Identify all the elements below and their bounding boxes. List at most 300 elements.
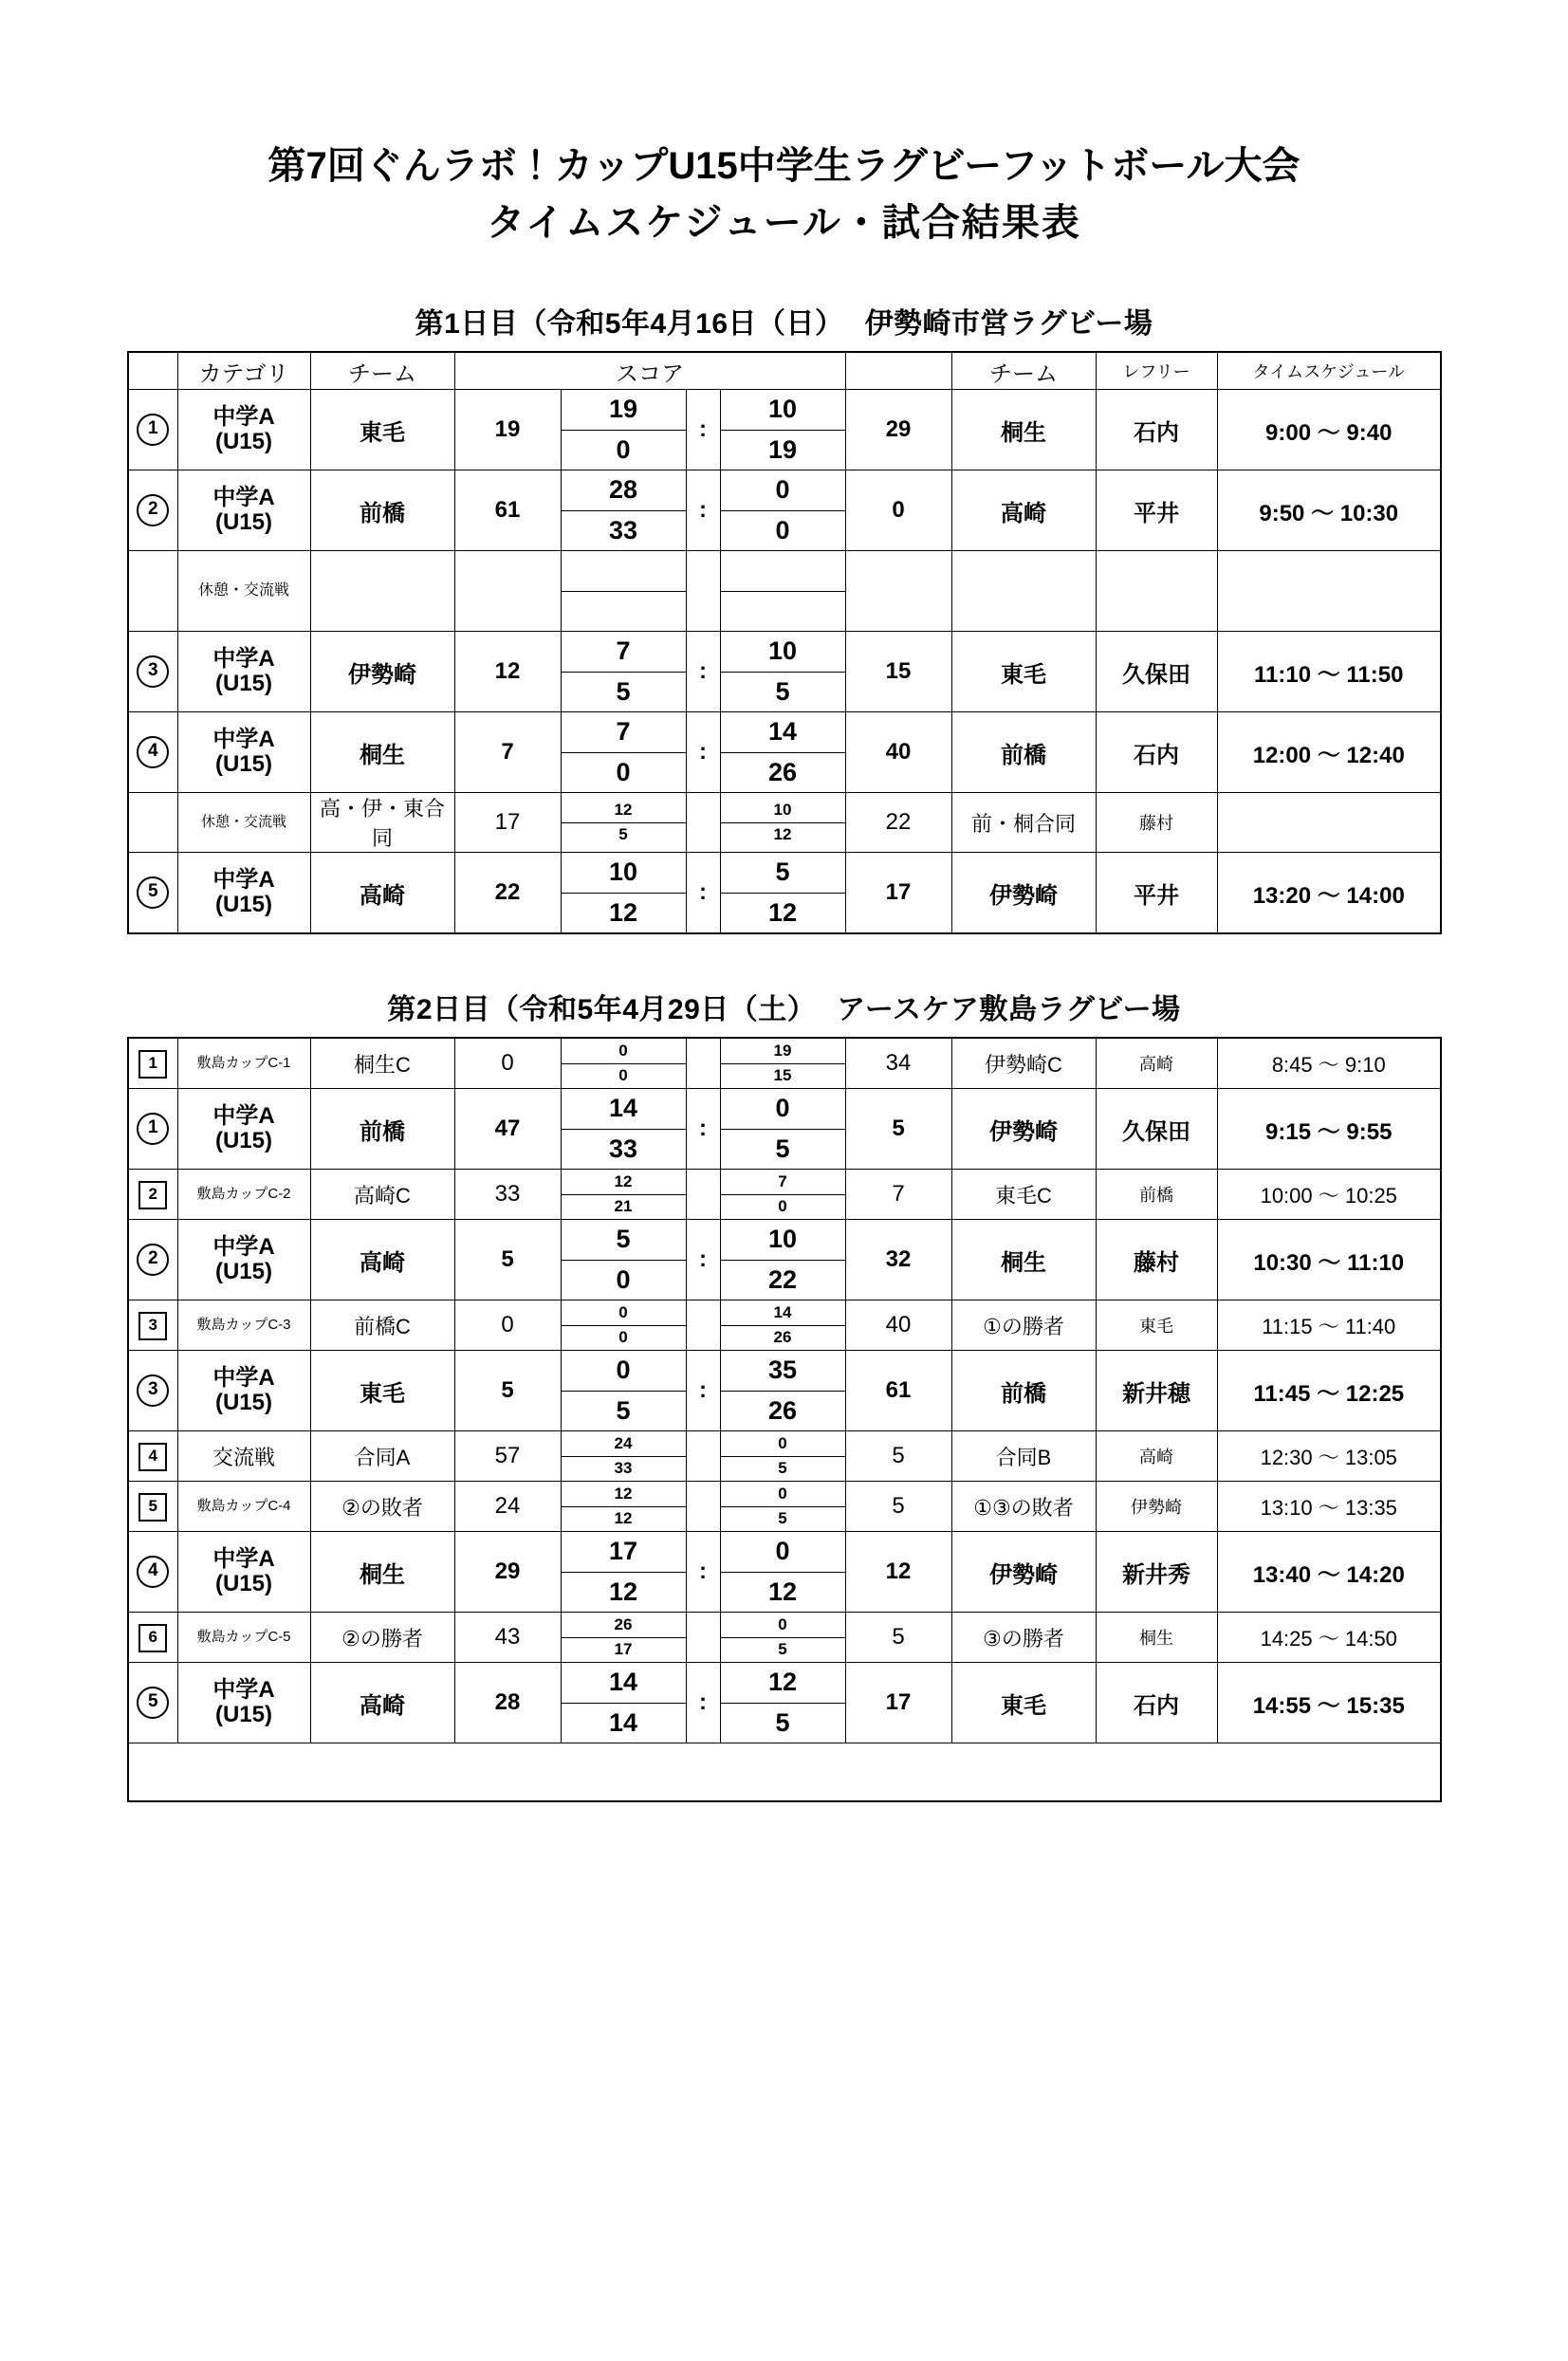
score-second-half: [721, 592, 845, 632]
score-halves: [561, 1089, 686, 1170]
category-cell: 中学A (U15): [177, 1532, 310, 1613]
score-second-half: 5: [775, 1707, 790, 1737]
match-number-cell: [128, 1220, 177, 1300]
score-halves: [561, 853, 686, 934]
team-left: 東毛: [310, 1351, 454, 1431]
category-cell: 交流戦: [177, 1431, 310, 1482]
score-second-half: 33: [614, 1459, 633, 1478]
score-separator: [686, 1300, 720, 1351]
col-category: カテゴリ: [177, 352, 310, 390]
time-slot: 13:20 ～ 14:00: [1217, 853, 1441, 934]
team-right: 伊勢崎C: [951, 1038, 1096, 1089]
score-first-half: 35: [721, 1351, 845, 1392]
score-second-half: 33: [608, 1134, 638, 1163]
score-halves: [720, 390, 845, 470]
match-number-cell: [128, 1089, 177, 1170]
time-slot: 10:00 ～ 10:25: [1217, 1170, 1441, 1220]
day1-schedule-table: [127, 351, 1442, 934]
score-first-half: 26: [562, 1613, 686, 1638]
time-slot: 11:15 ～ 11:40: [1217, 1300, 1441, 1351]
category-cell: 休憩・交流戦: [177, 551, 310, 632]
total-right: 7: [845, 1170, 951, 1220]
score-halves: [720, 1351, 845, 1431]
score-first-half: 19: [721, 1039, 845, 1064]
category-cell: 休憩・交流戦: [177, 793, 310, 853]
total-left: 19: [454, 390, 561, 470]
day1-heading: [0, 300, 1568, 341]
score-first-half: 0: [562, 1300, 686, 1326]
score-separator: :: [686, 1663, 720, 1743]
total-left: 12: [454, 632, 561, 712]
time-slot: 9:15 ～ 9:55: [1217, 1089, 1441, 1170]
score-first-half: 7: [721, 1170, 845, 1195]
team-left: 高崎: [310, 853, 454, 934]
score-separator: [686, 551, 720, 632]
score-halves: [561, 1663, 686, 1743]
total-right: 32: [845, 1220, 951, 1300]
score-first-half: 10: [721, 798, 845, 823]
match-number: 3: [138, 1312, 167, 1340]
total-right: 12: [845, 1532, 951, 1613]
match-number-cell: [128, 1300, 177, 1351]
score-halves: [561, 712, 686, 793]
score-separator: :: [686, 632, 720, 712]
score-first-half: 10: [721, 632, 845, 673]
total-right: 5: [845, 1431, 951, 1482]
team-right: 前橋: [951, 712, 1096, 793]
total-right: 5: [845, 1613, 951, 1663]
referee: 新井穂: [1096, 1351, 1217, 1431]
total-right: 40: [845, 1300, 951, 1351]
team-left: 桐生C: [310, 1038, 454, 1089]
score-first-half: 14: [721, 1300, 845, 1326]
score-separator: :: [686, 390, 720, 470]
total-left: 7: [454, 712, 561, 793]
col-total-right: [845, 352, 951, 390]
score-second-half: 12: [767, 1577, 798, 1606]
match-number: 2: [137, 1244, 169, 1276]
score-halves: [561, 470, 686, 551]
match-number: 5: [138, 1493, 167, 1522]
total-left: 22: [454, 853, 561, 934]
referee: 藤村: [1096, 1220, 1217, 1300]
score-separator: :: [686, 470, 720, 551]
col-team-right: チーム: [951, 352, 1096, 390]
score-first-half: 28: [562, 470, 686, 511]
score-halves: [720, 853, 845, 934]
team-right: 前・桐合同: [951, 793, 1096, 853]
total-left: 57: [454, 1431, 561, 1482]
score-halves: [720, 551, 845, 632]
score-second-half: 0: [616, 434, 631, 464]
total-left: 17: [454, 793, 561, 853]
team-left: [310, 551, 454, 632]
score-first-half: 17: [562, 1532, 686, 1573]
score-first-half: 5: [721, 853, 845, 894]
score-first-half: 0: [721, 1089, 845, 1130]
time-slot: 12:30 ～ 13:05: [1217, 1431, 1441, 1482]
total-left: 0: [454, 1038, 561, 1089]
match-row: [128, 1351, 1441, 1431]
match-number: 4: [137, 736, 169, 768]
time-slot: [1217, 551, 1441, 632]
score-second-half: 5: [616, 1395, 631, 1425]
total-left: 5: [454, 1220, 561, 1300]
team-right: ①③の敗者: [951, 1482, 1096, 1532]
referee: 桐生: [1096, 1613, 1217, 1663]
day2-table-wrap: [127, 1037, 1441, 1802]
score-first-half: 0: [721, 470, 845, 511]
total-left: 33: [454, 1170, 561, 1220]
time-slot: 8:45 ～ 9:10: [1217, 1038, 1441, 1089]
match-number: 1: [137, 414, 169, 446]
category-cell: 敷島カップC-3: [177, 1300, 310, 1351]
match-number: 4: [137, 1556, 169, 1588]
referee: 高崎: [1096, 1431, 1217, 1482]
score-first-half: 14: [562, 1663, 686, 1704]
total-left: [454, 551, 561, 632]
team-right: 伊勢崎: [951, 1089, 1096, 1170]
score-second-half: 22: [767, 1264, 798, 1294]
time-slot: 11:10 ～ 11:50: [1217, 632, 1441, 712]
category-cell: 中学A (U15): [177, 390, 310, 470]
team-right: 東毛: [951, 632, 1096, 712]
score-halves: [720, 1532, 845, 1613]
score-first-half: 10: [562, 853, 686, 894]
time-slot: 11:45 ～ 12:25: [1217, 1351, 1441, 1431]
team-right: 東毛C: [951, 1170, 1096, 1220]
match-number-cell: [128, 1613, 177, 1663]
match-row: [128, 632, 1441, 712]
score-separator: :: [686, 1351, 720, 1431]
referee: 新井秀: [1096, 1532, 1217, 1613]
total-right: 61: [845, 1351, 951, 1431]
score-first-half: [562, 551, 686, 592]
team-left: 桐生: [310, 712, 454, 793]
match-row: [128, 1613, 1441, 1663]
col-team-left: チーム: [310, 352, 454, 390]
day2-schedule-table: [127, 1037, 1442, 1802]
total-right: 17: [845, 853, 951, 934]
category-cell: 中学A (U15): [177, 1220, 310, 1300]
score-first-half: [721, 551, 845, 592]
match-number: 2: [138, 1181, 167, 1209]
referee: 前橋: [1096, 1170, 1217, 1220]
team-left: 高崎: [310, 1663, 454, 1743]
score-halves: [720, 1300, 845, 1351]
score-separator: [686, 1038, 720, 1089]
team-left: ②の敗者: [310, 1482, 454, 1532]
match-row: [128, 390, 1441, 470]
score-second-half: 12: [614, 1509, 633, 1528]
document-title-block: [0, 142, 1568, 249]
time-slot: 10:30 ～ 11:10: [1217, 1220, 1441, 1300]
day2-heading-left: 第2日目（令和5年4月29日（土）: [387, 994, 817, 1025]
match-row: [128, 1170, 1441, 1220]
category-cell: 敷島カップC-4: [177, 1482, 310, 1532]
team-left: 合同A: [310, 1431, 454, 1482]
score-first-half: 7: [562, 712, 686, 753]
score-halves: [561, 390, 686, 470]
schedule-document: [0, 142, 1568, 2361]
category-cell: 中学A (U15): [177, 1663, 310, 1743]
match-number-cell: [128, 1431, 177, 1482]
match-number: 5: [137, 1687, 169, 1719]
referee: 久保田: [1096, 1089, 1217, 1170]
match-row: [128, 793, 1441, 853]
score-separator: [686, 1431, 720, 1482]
score-first-half: 14: [562, 1089, 686, 1130]
score-first-half: 19: [562, 390, 686, 431]
day1-table-wrap: [127, 351, 1441, 934]
score-halves: [561, 1220, 686, 1300]
score-separator: :: [686, 853, 720, 934]
team-right: 桐生: [951, 390, 1096, 470]
score-halves: [720, 632, 845, 712]
score-first-half: 14: [721, 712, 845, 753]
match-number-cell: [128, 1482, 177, 1532]
match-row: [128, 1038, 1441, 1089]
match-row: [128, 1220, 1441, 1300]
col-schedule: タイムスケジュール: [1217, 352, 1441, 390]
time-slot: 13:40 ～ 14:20: [1217, 1532, 1441, 1613]
referee: 石内: [1096, 712, 1217, 793]
match-row: [128, 1663, 1441, 1743]
total-left: 47: [454, 1089, 561, 1170]
score-second-half: 0: [616, 1264, 631, 1294]
total-right: 29: [845, 390, 951, 470]
team-right: 伊勢崎: [951, 1532, 1096, 1613]
score-second-half: 0: [616, 757, 631, 786]
total-right: [845, 551, 951, 632]
category-cell: 中学A (U15): [177, 1089, 310, 1170]
score-separator: :: [686, 1220, 720, 1300]
match-row: [128, 853, 1441, 934]
team-left: 高・伊・東合同: [310, 793, 454, 853]
match-number-cell: [128, 1170, 177, 1220]
team-right: ③の勝者: [951, 1613, 1096, 1663]
total-right: 40: [845, 712, 951, 793]
score-first-half: 0: [562, 1039, 686, 1064]
score-halves: [561, 1532, 686, 1613]
team-left: 桐生: [310, 1532, 454, 1613]
total-right: 22: [845, 793, 951, 853]
score-separator: :: [686, 1089, 720, 1170]
team-right: 東毛: [951, 1663, 1096, 1743]
match-number-cell: [128, 390, 177, 470]
col-referee: レフリー: [1096, 352, 1217, 390]
score-separator: [686, 1613, 720, 1663]
referee: 石内: [1096, 1663, 1217, 1743]
score-halves: [720, 470, 845, 551]
referee: 石内: [1096, 390, 1217, 470]
score-second-half: 0: [778, 1197, 787, 1216]
day2-heading-venue: アースケア敷島ラグビー場: [837, 994, 1181, 1025]
score-separator: :: [686, 712, 720, 793]
match-number-cell: [128, 632, 177, 712]
team-right: 伊勢崎: [951, 853, 1096, 934]
score-halves: [720, 1089, 845, 1170]
match-row: [128, 1532, 1441, 1613]
score-second-half: 26: [767, 1395, 798, 1425]
total-left: 28: [454, 1663, 561, 1743]
referee: 伊勢崎: [1096, 1482, 1217, 1532]
footer-blank: [128, 1743, 1441, 1802]
match-number: 1: [137, 1113, 169, 1145]
score-second-half: 5: [616, 676, 631, 706]
score-first-half: 12: [562, 1170, 686, 1195]
score-first-half: 12: [721, 1663, 845, 1704]
score-halves: [561, 1482, 686, 1532]
match-number: 3: [137, 655, 169, 688]
category-cell: 敷島カップC-5: [177, 1613, 310, 1663]
match-number-cell: [128, 1351, 177, 1431]
team-left: ②の勝者: [310, 1613, 454, 1663]
day2-heading: [0, 986, 1568, 1027]
score-halves: [720, 793, 845, 853]
match-number-cell: [128, 1663, 177, 1743]
category-cell: 敷島カップC-2: [177, 1170, 310, 1220]
score-halves: [561, 1300, 686, 1351]
score-halves: [561, 1038, 686, 1089]
match-number: 6: [138, 1624, 167, 1652]
team-right: ①の勝者: [951, 1300, 1096, 1351]
score-first-half: 12: [562, 798, 686, 823]
score-first-half: 7: [562, 632, 686, 673]
score-halves: [720, 1663, 845, 1743]
match-row: [128, 470, 1441, 551]
score-second-half: 12: [773, 825, 792, 844]
team-right: [951, 551, 1096, 632]
score-separator: [686, 1170, 720, 1220]
category-cell: 敷島カップC-1: [177, 1038, 310, 1089]
score-first-half: 12: [562, 1482, 686, 1507]
score-second-half: 12: [767, 897, 798, 927]
match-number-cell: [128, 1038, 177, 1089]
category-cell: 中学A (U15): [177, 853, 310, 934]
total-right: 5: [845, 1089, 951, 1170]
page-title: 第7回ぐんラボ！カップU15中学生ラグビーフットボール大会: [267, 145, 1301, 187]
team-right: 高崎: [951, 470, 1096, 551]
team-left: 前橋: [310, 470, 454, 551]
match-row: [128, 1431, 1441, 1482]
score-halves: [720, 1482, 845, 1532]
score-first-half: 0: [721, 1532, 845, 1573]
score-second-half: 17: [614, 1640, 633, 1659]
page-subtitle: タイムスケジュール・試合結果表: [487, 202, 1081, 244]
match-number-cell: [128, 551, 177, 632]
score-halves: [561, 1431, 686, 1482]
score-halves: [720, 1613, 845, 1663]
team-left: 前橋: [310, 1089, 454, 1170]
score-halves: [720, 1220, 845, 1300]
time-slot: [1217, 793, 1441, 853]
referee: 久保田: [1096, 632, 1217, 712]
match-number: 1: [138, 1050, 167, 1079]
match-number: 3: [137, 1374, 169, 1407]
team-left: 伊勢崎: [310, 632, 454, 712]
match-number-cell: [128, 853, 177, 934]
category-cell: 中学A (U15): [177, 470, 310, 551]
score-first-half: 10: [721, 390, 845, 431]
score-second-half: 26: [773, 1328, 792, 1347]
score-first-half: 0: [562, 1351, 686, 1392]
match-number: 2: [137, 494, 169, 526]
time-slot: 12:00 ～ 12:40: [1217, 712, 1441, 793]
col-score: スコア: [454, 352, 845, 390]
team-left: 高崎C: [310, 1170, 454, 1220]
total-left: 29: [454, 1532, 561, 1613]
match-row: [128, 1300, 1441, 1351]
score-second-half: 15: [773, 1066, 792, 1085]
referee: 東毛: [1096, 1300, 1217, 1351]
total-left: 0: [454, 1300, 561, 1351]
time-slot: 9:50 ～ 10:30: [1217, 470, 1441, 551]
score-separator: [686, 1482, 720, 1532]
team-right: 桐生: [951, 1220, 1096, 1300]
total-right: 17: [845, 1663, 951, 1743]
day1-heading-venue: 伊勢崎市営ラグビー場: [864, 308, 1153, 340]
score-halves: [720, 1431, 845, 1482]
score-second-half: 12: [608, 1577, 638, 1606]
score-second-half: 5: [618, 825, 628, 844]
score-second-half: 5: [775, 1134, 790, 1163]
total-right: 0: [845, 470, 951, 551]
score-second-half: 14: [608, 1707, 638, 1737]
match-number-cell: [128, 470, 177, 551]
score-halves: [561, 1170, 686, 1220]
score-second-half: 5: [778, 1640, 787, 1659]
score-second-half: 5: [775, 676, 790, 706]
time-slot: 13:10 ～ 13:35: [1217, 1482, 1441, 1532]
score-second-half: 0: [618, 1328, 628, 1347]
match-number-cell: [128, 1532, 177, 1613]
score-second-half: 33: [608, 515, 638, 544]
score-second-half: 26: [767, 757, 798, 786]
match-row: [128, 1482, 1441, 1532]
team-left: 前橋C: [310, 1300, 454, 1351]
score-second-half: 5: [778, 1509, 787, 1528]
total-left: 43: [454, 1613, 561, 1663]
category-cell: 中学A (U15): [177, 1351, 310, 1431]
team-right: 合同B: [951, 1431, 1096, 1482]
referee: 平井: [1096, 853, 1217, 934]
table-footer-row: [128, 1743, 1441, 1802]
match-number-cell: [128, 712, 177, 793]
score-halves: [561, 1351, 686, 1431]
col-no: [128, 352, 177, 390]
total-left: 61: [454, 470, 561, 551]
score-second-half: 0: [775, 515, 790, 544]
match-number: 5: [137, 876, 169, 909]
score-halves: [720, 1170, 845, 1220]
total-right: 34: [845, 1038, 951, 1089]
referee: 高崎: [1096, 1038, 1217, 1089]
score-second-half: 0: [618, 1066, 628, 1085]
match-row: [128, 712, 1441, 793]
score-second-half: 21: [614, 1197, 633, 1216]
day1-heading-left: 第1日目（令和5年4月16日（日）: [415, 308, 844, 340]
score-first-half: 0: [721, 1482, 845, 1507]
match-row: [128, 1089, 1441, 1170]
category-cell: 中学A (U15): [177, 712, 310, 793]
rest-row: [128, 551, 1441, 632]
score-separator: [686, 793, 720, 853]
day1-header-row: [128, 352, 1441, 390]
referee: 藤村: [1096, 793, 1217, 853]
total-right: 5: [845, 1482, 951, 1532]
score-halves: [561, 1613, 686, 1663]
